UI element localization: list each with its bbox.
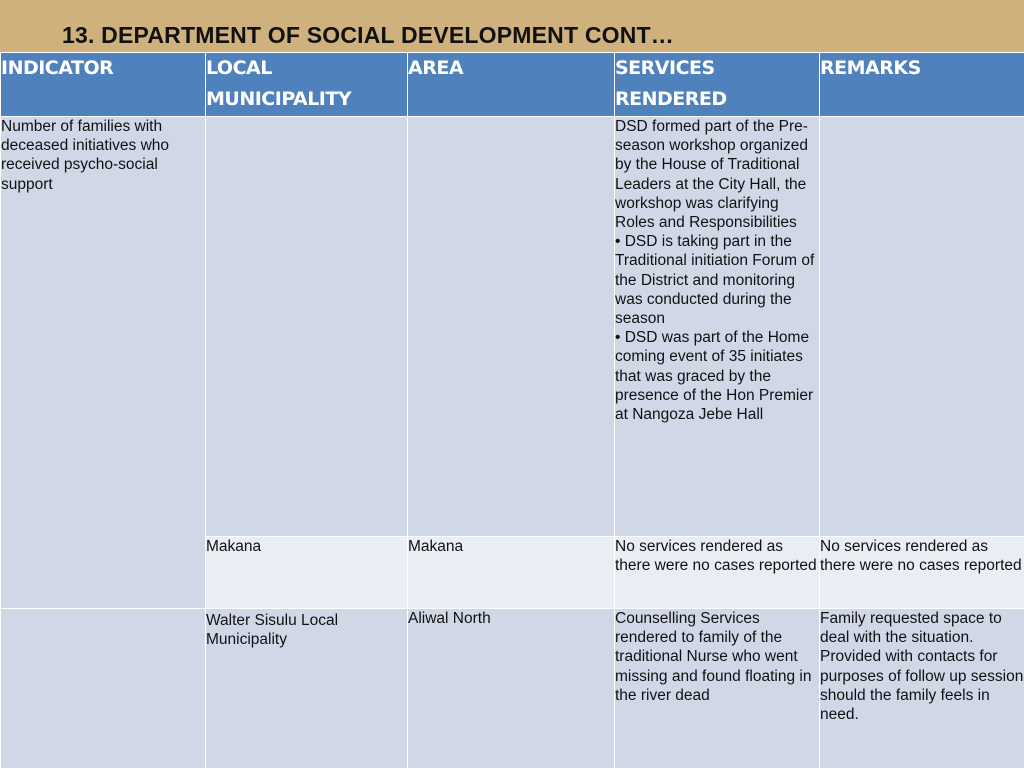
header-services-rendered: SERVICES RENDERED bbox=[615, 53, 820, 117]
remarks-cell: Family requested space to deal with the situation. Provided with contacts for purposes of follow up session should the family feels in need. bbox=[820, 609, 1024, 769]
table-row bbox=[1, 609, 1024, 769]
header-indicator: INDICATOR bbox=[1, 53, 206, 117]
area-cell: Aliwal North bbox=[408, 609, 615, 769]
services-bullet: • DSD is taking part in the Traditional initiation Forum of the District and monitoring was conducted during the season bbox=[615, 232, 819, 328]
area-cell: Makana bbox=[408, 537, 615, 609]
header-local-municipality: LOCAL MUNICIPALITY bbox=[206, 53, 408, 117]
slide-title: 13. DEPARTMENT OF SOCIAL DEVELOPMENT CONT… bbox=[62, 22, 674, 49]
indicator-cell bbox=[1, 609, 206, 769]
services-table bbox=[0, 52, 1024, 769]
services-paragraph: DSD formed part of the Pre-season workshop organized by the House of Traditional Leaders at the City Hall, the workshop was clarifying Roles and Responsibilities bbox=[615, 117, 819, 232]
area-cell bbox=[408, 117, 615, 537]
indicator-cell: Number of families with deceased initiatives who received psycho-social support bbox=[1, 117, 206, 609]
remarks-cell: No services rendered as there were no cases reported bbox=[820, 537, 1024, 609]
remarks-cell bbox=[820, 117, 1024, 537]
municipality-cell bbox=[206, 117, 408, 537]
header-remarks: REMARKS bbox=[820, 53, 1024, 117]
header-area: AREA bbox=[408, 53, 615, 117]
header-row bbox=[1, 53, 1024, 117]
municipality-cell: Walter Sisulu Local Municipality bbox=[206, 609, 408, 769]
table-row bbox=[1, 117, 1024, 537]
municipality-cell: Makana bbox=[206, 537, 408, 609]
services-cell: Counselling Services rendered to family of the traditional Nurse who went missing and found floating in the river dead bbox=[615, 609, 820, 769]
services-bullet: • DSD was part of the Home coming event of 35 initiates that was graced by the presence of the Hon Premier at Nangoza Jebe Hall bbox=[615, 328, 819, 424]
services-cell: No services rendered as there were no cases reported bbox=[615, 537, 820, 609]
services-cell bbox=[615, 117, 820, 537]
